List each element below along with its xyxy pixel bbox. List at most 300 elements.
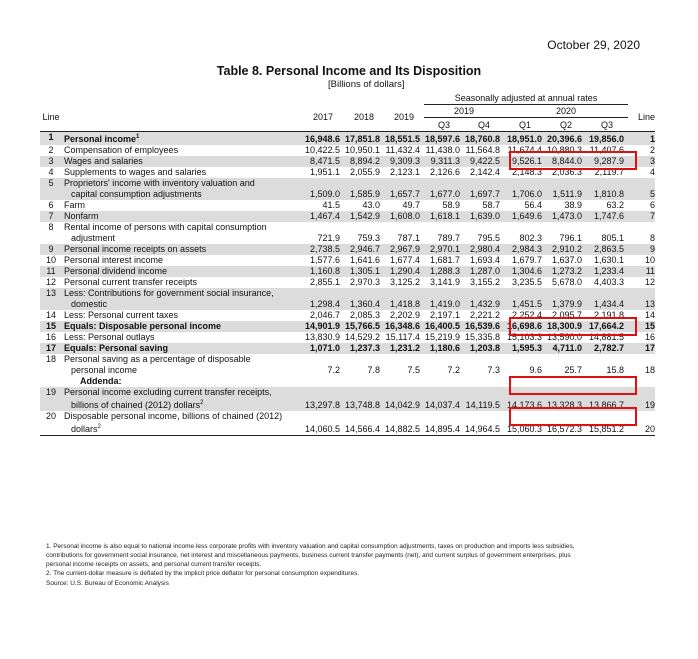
value-cell: 1,287.0	[464, 266, 504, 277]
value-cell: 759.3	[357, 233, 380, 243]
value-cell: 7.2	[447, 365, 460, 375]
line-number-right: 2	[650, 145, 656, 155]
value-cell: 2,055.9	[349, 167, 380, 177]
value-cell: 14,882.5	[384, 411, 424, 436]
row-label	[62, 167, 302, 178]
line-number: 18	[45, 354, 56, 364]
row-label-text: Rental income of persons with capital consumption	[64, 222, 267, 232]
row-label-text-cont: personal income	[71, 365, 138, 375]
value-cell: 1,577.6	[309, 255, 340, 265]
row-label	[62, 411, 302, 436]
value-cell: 15,103.3	[506, 332, 542, 342]
value-cell: 15,335.8	[464, 332, 500, 342]
value-cell: 2,946.7	[344, 244, 384, 255]
row-label-text: Compensation of employees	[64, 145, 179, 155]
row-label-text: Disposable personal income, billions of chained (2012)	[64, 411, 283, 421]
row-label-text: Addenda:	[80, 376, 122, 386]
value-cell: 2,197.1	[429, 310, 460, 320]
value-cell: 8,471.5	[302, 156, 344, 167]
table-row	[40, 200, 655, 211]
value-cell: 17,664.2	[586, 321, 628, 332]
value-cell: 15,219.9	[424, 332, 460, 342]
value-cell: 1,290.4	[384, 266, 424, 277]
value-cell: 2,046.7	[309, 310, 340, 320]
value-cell: 3,235.5	[511, 277, 542, 287]
value-cell: 13,590.0	[546, 332, 582, 342]
row-label-text: Equals: Disposable personal income	[64, 321, 222, 331]
value-cell: 721.9	[317, 233, 340, 243]
row-label	[62, 354, 302, 376]
line-number-right: 11	[628, 266, 655, 277]
value-cell: 2,782.7	[586, 343, 628, 354]
value-cell: 2,863.5	[586, 244, 628, 255]
value-cell: 1,641.6	[349, 255, 380, 265]
line-number	[40, 376, 62, 387]
row-label-text: Proprietors' income with inventory valuation and	[64, 178, 255, 188]
value-cell: 3,125.2	[389, 277, 420, 287]
value-cell: 15,060.3	[504, 411, 546, 436]
value-cell: 1,180.6	[424, 343, 464, 354]
table-subtitle: [Billions of dollars]	[328, 79, 405, 90]
value-cell: 1,630.1	[594, 255, 625, 265]
value-cell: 2,221.2	[469, 310, 500, 320]
value-cell: 19,856.0	[586, 132, 628, 146]
row-label-text: Farm	[64, 200, 85, 210]
line-header-right: Line	[638, 112, 656, 123]
value-cell: 9,287.9	[586, 156, 628, 167]
value-cell: 1,697.7	[464, 178, 504, 200]
value-cell: 1,585.9	[344, 178, 384, 200]
row-label	[62, 321, 302, 332]
value-cell: 18,551.5	[384, 132, 424, 146]
value-cell: 9,311.3	[424, 156, 464, 167]
value-cell: 20,396.6	[546, 132, 586, 146]
value-cell: 13,748.8	[344, 387, 384, 411]
value-cell: 14,566.4	[344, 411, 384, 436]
value-cell: 16,539.6	[464, 321, 504, 332]
value-cell: 2,910.2	[546, 244, 586, 255]
value-cell: 10,880.3	[546, 145, 582, 155]
value-cell: 1,432.9	[464, 288, 504, 310]
value-cell: 13,328.3	[546, 387, 586, 411]
line-number: 2	[48, 145, 54, 155]
value-cell: 18,300.9	[546, 321, 586, 332]
value-cell: 2,142.4	[469, 167, 500, 177]
value-cell: 1,419.0	[424, 288, 464, 310]
line-number-right: 6	[650, 200, 656, 210]
value-cell: 38.9	[564, 200, 582, 210]
value-cell: 1,511.9	[546, 178, 586, 200]
value-cell: 15.8	[606, 365, 625, 375]
value-cell: 13,830.9	[304, 332, 340, 342]
value-cell: 1,649.6	[504, 211, 546, 222]
value-cell: 1,595.3	[504, 343, 546, 354]
value-cell: 1,237.3	[344, 343, 384, 354]
value-cell: 2,085.3	[349, 310, 380, 320]
value-cell: 2,123.1	[389, 167, 420, 177]
value-cell: 2,191.8	[594, 310, 625, 320]
row-label	[62, 343, 302, 354]
value-cell: 1,810.8	[586, 178, 628, 200]
value-cell: 16,948.6	[302, 132, 344, 146]
table-row	[40, 132, 655, 146]
table-row	[40, 343, 655, 354]
value-cell: 1,608.0	[384, 211, 424, 222]
value-cell: 9,422.5	[464, 156, 504, 167]
table-row	[40, 277, 655, 288]
line-number: 16	[45, 332, 56, 342]
value-cell: 56.4	[524, 200, 542, 210]
value-cell	[344, 376, 384, 387]
value-cell: 4,403.3	[594, 277, 625, 287]
value-cell: 11,564.8	[465, 145, 500, 155]
seasonal-header: Seasonally adjusted at annual rates	[424, 92, 628, 105]
value-cell	[384, 376, 424, 387]
value-cell: 1,273.2	[546, 266, 586, 277]
value-cell: 2,095.7	[551, 310, 582, 320]
line-number: 3	[40, 156, 62, 167]
table-row	[40, 145, 655, 156]
value-cell: 18,597.6	[424, 132, 464, 146]
row-label	[62, 211, 302, 222]
value-cell: 11,432.4	[385, 145, 420, 155]
value-cell: 14,901.9	[302, 321, 344, 332]
table-row	[40, 376, 655, 387]
footnote-ref: 2	[200, 400, 204, 406]
row-label-text-cont: domestic	[71, 299, 108, 309]
footnote-line: contributions for government social insurance, net interest and miscellaneous payments, business current transfer payments (net), and current surplus of government enterprises, plus	[46, 552, 571, 559]
value-cell: 9.6	[529, 365, 542, 375]
table-row	[40, 178, 655, 200]
table-row	[40, 288, 655, 310]
line-number-right	[628, 376, 655, 387]
value-cell: 1,288.3	[424, 266, 464, 277]
value-cell: 15,766.5	[344, 321, 384, 332]
line-header-left: Line	[42, 112, 60, 123]
line-number: 19	[40, 387, 62, 411]
value-cell: 18,951.0	[504, 132, 546, 146]
value-cell: 5,678.0	[551, 277, 582, 287]
row-label	[62, 310, 302, 321]
line-number: 9	[40, 244, 62, 255]
value-cell: 58.7	[482, 200, 500, 210]
row-label-text: Personal interest income	[64, 255, 164, 265]
line-number-right: 14	[645, 310, 656, 320]
value-cell: 7.8	[367, 365, 380, 375]
value-cell: 7.3	[487, 365, 500, 375]
quarter-header: Q3	[601, 120, 614, 130]
value-cell: 1,679.7	[511, 255, 542, 265]
quarter-header: Q3	[437, 120, 450, 130]
line-number: 14	[45, 310, 56, 320]
footnote-line: Source: U.S. Bureau of Economic Analysis	[46, 580, 169, 587]
value-cell: 43.0	[362, 200, 380, 210]
value-cell: 1,305.1	[344, 266, 384, 277]
row-label-text: Personal income	[64, 134, 137, 144]
table-row	[40, 332, 655, 343]
value-cell: 11,438.0	[425, 145, 460, 155]
line-number-right: 4	[650, 167, 656, 177]
value-cell: 16,400.5	[424, 321, 464, 332]
value-cell: 2,126.6	[429, 167, 460, 177]
value-cell: 2,980.4	[464, 244, 504, 255]
row-label-text: Personal dividend income	[64, 266, 168, 276]
value-cell: 8,844.0	[546, 156, 586, 167]
value-cell: 2,967.9	[384, 244, 424, 255]
value-cell	[424, 376, 464, 387]
year-2018: 2018	[353, 112, 375, 123]
value-cell: 49.7	[402, 200, 420, 210]
footnote-line: personal income receipts on assets, and personal current transfer receipts.	[46, 561, 262, 568]
table-row	[40, 387, 655, 411]
value-cell: 3,155.2	[469, 277, 500, 287]
row-label	[62, 145, 302, 156]
income-table	[40, 92, 655, 436]
row-label	[62, 244, 302, 255]
footnote-line: 2. The current-dollar measure is deflated by the implicit price deflator for personal consumption expenditures.	[46, 570, 360, 577]
year-2017: 2017	[312, 112, 334, 123]
value-cell: 14,895.4	[424, 411, 464, 436]
row-label	[62, 277, 302, 288]
value-cell: 9,309.3	[384, 156, 424, 167]
line-number-right: 10	[645, 255, 656, 265]
value-cell: 1,231.2	[384, 343, 424, 354]
row-label	[62, 332, 302, 343]
value-cell: 14,119.5	[464, 387, 504, 411]
row-label-text: Equals: Personal saving	[64, 343, 169, 353]
value-cell: 1,434.4	[586, 288, 628, 310]
value-cell: 2,738.5	[302, 244, 344, 255]
value-cell: 7.2	[327, 365, 340, 375]
line-number-right: 9	[628, 244, 655, 255]
value-cell: 2,252.4	[511, 310, 542, 320]
value-cell: 41.5	[322, 200, 340, 210]
value-cell	[302, 376, 344, 387]
value-cell: 14,042.9	[384, 387, 424, 411]
table-title: Table 8. Personal Income and Its Disposition	[216, 64, 482, 78]
line-number-right: 18	[645, 365, 656, 375]
quarter-header: Q1	[518, 120, 531, 130]
line-number: 8	[48, 222, 54, 232]
value-cell: 11,407.6	[589, 145, 625, 155]
row-label	[62, 266, 302, 277]
value-cell: 25.7	[564, 365, 582, 375]
value-cell: 789.7	[437, 233, 460, 243]
line-number: 20	[40, 411, 62, 436]
table-row	[40, 156, 655, 167]
row-label	[62, 376, 302, 387]
line-number-right: 13	[628, 288, 655, 310]
table-row	[40, 255, 655, 266]
value-cell: 15,851.2	[586, 411, 628, 436]
value-cell: 14,964.5	[464, 411, 504, 436]
header-row-2	[40, 105, 655, 118]
footnotes	[46, 542, 646, 589]
value-cell: 1,677.4	[389, 255, 420, 265]
release-date: October 29, 2020	[547, 38, 640, 52]
value-cell: 1,298.4	[302, 288, 344, 310]
value-cell: 795.5	[477, 233, 500, 243]
line-number-right: 19	[628, 387, 655, 411]
table-row	[40, 211, 655, 222]
value-cell: 4,711.0	[546, 343, 586, 354]
line-number-right: 3	[628, 156, 655, 167]
year-2020-group: 2020	[504, 105, 628, 118]
line-number-right: 1	[628, 132, 655, 146]
line-number: 11	[40, 266, 62, 277]
value-cell: 9,526.1	[504, 156, 546, 167]
row-label-text-cont: billions of chained (2012) dollars	[71, 400, 201, 410]
line-number-right: 15	[628, 321, 655, 332]
value-cell: 14,060.5	[302, 411, 344, 436]
row-label-text-cont: capital consumption adjustments	[71, 189, 202, 199]
row-label	[62, 255, 302, 266]
value-cell: 1,379.9	[546, 288, 586, 310]
line-number-right: 5	[628, 178, 655, 200]
value-cell: 1,160.8	[302, 266, 344, 277]
value-cell: 1,637.0	[551, 255, 582, 265]
quarter-header: Q2	[559, 120, 572, 130]
value-cell: 1,473.0	[546, 211, 586, 222]
line-number: 5	[40, 178, 62, 200]
row-label-text: Less: Contributions for government social insurance,	[64, 288, 274, 298]
line-number: 15	[40, 321, 62, 332]
row-label	[62, 132, 302, 146]
row-label-text: Less: Personal outlays	[64, 332, 155, 342]
year-2019: 2019	[393, 112, 415, 123]
value-cell: 17,851.8	[344, 132, 384, 146]
line-number-right: 16	[645, 332, 656, 342]
value-cell: 796.1	[559, 233, 582, 243]
value-cell: 1,418.8	[384, 288, 424, 310]
value-cell: 63.2	[606, 200, 625, 210]
footnote-ref: 2	[97, 424, 101, 430]
row-label	[62, 156, 302, 167]
row-label-text: Wages and salaries	[64, 156, 143, 166]
value-cell: 7.5	[407, 365, 420, 375]
line-number: 17	[40, 343, 62, 354]
value-cell: 2,119.7	[594, 167, 625, 177]
footnote-line: 1. Personal income is also equal to national income less corporate profits with inventory valuation and capital consumption adjustments, taxes on production and imports less subsidies,	[46, 543, 575, 550]
line-number: 13	[40, 288, 62, 310]
row-label-text-cont: dollars	[71, 424, 98, 434]
footnote-ref: 1	[136, 134, 140, 140]
value-cell: 1,747.6	[586, 211, 628, 222]
value-cell: 14,881.5	[589, 332, 625, 342]
line-number: 10	[45, 255, 56, 265]
value-cell: 16,572.3	[546, 411, 586, 436]
row-label-text: Personal saving as a percentage of disposable	[64, 354, 251, 364]
value-cell: 10,422.5	[304, 145, 340, 155]
value-cell: 2,984.3	[504, 244, 546, 255]
value-cell: 8,894.2	[344, 156, 384, 167]
row-label	[62, 222, 302, 244]
value-cell: 1,693.4	[469, 255, 500, 265]
value-cell: 1,233.4	[586, 266, 628, 277]
line-number: 1	[40, 132, 62, 146]
value-cell: 1,677.0	[424, 178, 464, 200]
row-label-text: Personal income excluding current transfer receipts,	[64, 387, 272, 397]
value-cell: 13,866.7	[586, 387, 628, 411]
line-number-right: 7	[628, 211, 655, 222]
table-row	[40, 244, 655, 255]
year-2019-group: 2019	[424, 105, 504, 118]
table-row	[40, 321, 655, 332]
value-cell: 1,304.6	[504, 266, 546, 277]
table-row	[40, 310, 655, 321]
value-cell: 18,760.8	[464, 132, 504, 146]
value-cell: 2,202.9	[389, 310, 420, 320]
line-number-right: 17	[628, 343, 655, 354]
value-cell: 1,360.4	[344, 288, 384, 310]
quarter-header: Q4	[477, 120, 490, 130]
line-number-right: 8	[650, 233, 656, 243]
value-cell: 2,970.1	[424, 244, 464, 255]
line-number-right: 12	[645, 277, 656, 287]
value-cell: 1,071.0	[302, 343, 344, 354]
value-cell: 805.1	[601, 233, 625, 243]
value-cell: 11,674.4	[507, 145, 542, 155]
value-cell: 802.3	[519, 233, 542, 243]
value-cell: 58.9	[442, 200, 460, 210]
value-cell: 2,036.3	[551, 167, 582, 177]
row-label	[62, 178, 302, 200]
value-cell	[504, 376, 546, 387]
value-cell: 1,657.7	[384, 178, 424, 200]
value-cell: 1,509.0	[302, 178, 344, 200]
value-cell: 14,529.2	[344, 332, 380, 342]
value-cell: 1,451.5	[504, 288, 546, 310]
value-cell: 14,037.4	[424, 387, 464, 411]
table-row	[40, 411, 655, 436]
table-row	[40, 222, 655, 244]
value-cell: 16,348.6	[384, 321, 424, 332]
value-cell: 14,173.6	[504, 387, 546, 411]
value-cell: 10,950.1	[344, 145, 380, 155]
row-label-text: Less: Personal current taxes	[64, 310, 179, 320]
value-cell: 1,467.4	[302, 211, 344, 222]
value-cell: 2,148.3	[511, 167, 542, 177]
value-cell: 2,855.1	[309, 277, 340, 287]
value-cell: 1,951.1	[309, 167, 340, 177]
table-row	[40, 266, 655, 277]
line-number: 4	[48, 167, 54, 177]
value-cell: 15,117.4	[385, 332, 420, 342]
value-cell: 3,141.9	[429, 277, 460, 287]
row-label-text: Supplements to wages and salaries	[64, 167, 207, 177]
value-cell	[586, 376, 628, 387]
row-label-text: Personal current transfer receipts	[64, 277, 198, 287]
row-label-text-cont: adjustment	[71, 233, 116, 243]
row-label-text: Nonfarm	[64, 211, 99, 221]
value-cell: 787.1	[397, 233, 420, 243]
table-row	[40, 167, 655, 178]
line-number-right: 20	[628, 411, 655, 436]
row-label	[62, 387, 302, 411]
value-cell	[464, 376, 504, 387]
value-cell: 1,681.7	[429, 255, 460, 265]
value-cell: 1,618.1	[424, 211, 464, 222]
value-cell: 1,706.0	[504, 178, 546, 200]
value-cell	[546, 376, 586, 387]
line-number: 7	[40, 211, 62, 222]
row-label	[62, 200, 302, 211]
line-number: 12	[45, 277, 56, 287]
row-label-text: Personal income receipts on assets	[64, 244, 207, 254]
value-cell: 1,542.9	[344, 211, 384, 222]
line-number: 6	[48, 200, 54, 210]
value-cell: 1,203.8	[464, 343, 504, 354]
